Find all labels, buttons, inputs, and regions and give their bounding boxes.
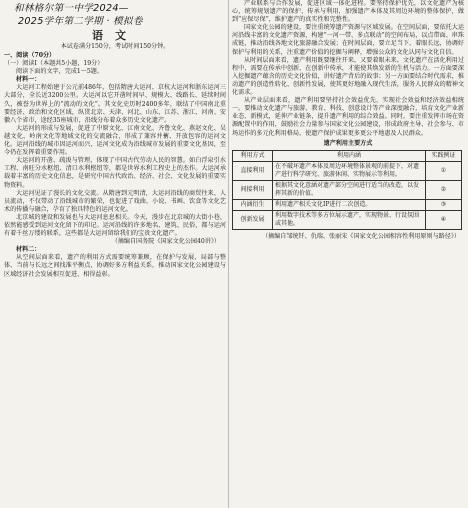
table-cell-example: ④ <box>426 210 462 229</box>
table-header-cell: 利用内涵 <box>273 150 426 161</box>
table-header-row <box>233 150 462 161</box>
subsection-title: （一）阅读Ⅰ（本题共5小题，19分） <box>4 60 104 68</box>
material1-paragraph: 大运河的开凿、疏浚与管理，体现了中国古代劳动人民的智慧。如白浮泉引水工程、南旺分水枢纽、清口水利枢纽等，都是世界水利工程史上的杰作。大运河承载着丰富的历史文化信息，是研究中国古代政治、经济、社会、文化发展的重要实物资料。 <box>4 157 226 189</box>
right-column <box>232 0 464 241</box>
table-cell-example: ② <box>426 180 462 199</box>
table-row <box>233 199 462 210</box>
table-cell-content: 根据其文化意涵对遗产部分空间进行适当的改造，以发挥其新的价值。 <box>273 180 426 199</box>
table-row <box>233 161 462 180</box>
column-divider <box>228 0 229 508</box>
table-header-cell: 利用方式 <box>233 150 273 161</box>
reading-instruction: 阅读下面的文字，完成1～5题。 <box>16 68 103 76</box>
material2-label: 材料二： <box>16 246 41 254</box>
table-cell-content: 利用遗产相关文化IP进行二次创造。 <box>273 199 426 210</box>
material2-paragraph: 从空间层面来看，遗产的利用方式需要统筹兼顾，在保护与发展、局部与整体、当前与长远之间找准平衡点，协调好多方利益关系，推动国家文化公园建设与区域经济社会发展相互促进、相得益彰。 <box>4 254 226 278</box>
table-cell-method: 内涵衍生 <box>233 199 273 210</box>
table-cell-example: ① <box>426 161 462 180</box>
material2-paragraph: 产业联系与合作发展，促进区域一体化进程。要坚持保护优先，以文化遗产为核心，统筹规划遗产的保护、传承与利用，加强遗产本体及其周边环境的整体保护，做到“应保尽保”，维护遗产的真实性和完整性。 <box>232 0 464 24</box>
table-cell-content: 在不破坏遗产本体及周边环境整体景观的前提下，对遗产进行科学研究、旅游休闲、实物展示等利用。 <box>273 161 426 180</box>
material2-paragraph: 国家文化公园的建设，要注重统筹遗产资源与区域发展。在空间层面，要依托大运河沿线丰富的文化遗产资源，构建“一河一带、多点联动”的空间布局，以点带面、串珠成链，推动沿线各地文化旅游融合发展；在时间层面，要立足当下、着眼长远，协调好保护与利用的关系，注重遗产价值的挖掘与阐释，增强公众的文化认同与文化自信。 <box>232 24 464 56</box>
table-caption: 遗产利用主要方式 <box>323 139 373 147</box>
handwritten-note-line2: 2025学年第二学期 · 模拟卷 <box>18 16 143 27</box>
material1-paragraph: 大运河工程始建于公元前486年，包括隋唐大运河、京杭大运河和浙东运河三大部分，全长近3200公里。大运河以它开凿时间早、规模大、线路长、延续时间久，被誉为世界上的“流动的文化”。其文化史历时2400多年，联结了中国南北重要经济、政治和文化区域，纵贯北京、天津、河北、山东、江苏、浙江、河南、安徽八个省市，途经35座城市，沿线分布着众多历史文化遗产。 <box>4 84 226 124</box>
table-cell-example: ③ <box>426 199 462 210</box>
material1-paragraph: 大运河见证了漫长的文化交流。从隋唐到元明清，大运河沿线的商贸往来、人员流动，不仅带动了沿线城市的繁荣，也促进了戏曲、小说、书画、饮食等文化艺术的传播与融合，孕育了独具特色的运河文化。 <box>4 189 226 213</box>
subject-title: 语文 <box>92 29 138 42</box>
table-header-cell: 实践例证 <box>426 150 462 161</box>
left-column <box>4 0 226 279</box>
material1-paragraph: 北京城的建设和发展也与大运河息息相关。今天，漫步在北京城的大街小巷，依然能感受到运河文化留下的印记。运河沿线的许多地名、建筑、民俗，都与运河有着千丝万缕的联系，这些都是大运河留给我们的宝贵文化遗产。 <box>4 213 226 238</box>
exam-note: 本试卷满分150分，考试时间150分钟。 <box>60 43 170 50</box>
table-source: （摘编自邹统钎、仇瑞、张丽宋《国家文化公园相容性利用原则与路径》） <box>261 232 460 240</box>
material2-paragraph: 从时间层面来看，遗产利用既要继往开来，又要着眼未来。文化遗产在活化利用过程中，需要在传承中创新、在创新中传承，才能使其焕发新的生机与活力。一方面要深入挖掘遗产蕴含的历史文化价值，讲好遗产背后的故事；另一方面要结合时代需求，推动遗产的创造性转化、创新性发展，使其更好地融入现代生活，服务人民群众的精神文化需求。 <box>232 56 464 97</box>
material1-source: （摘编自国务院《国家文化公园40讲》） <box>111 238 220 246</box>
table-cell-method: 直接利用 <box>233 161 273 180</box>
table-cell-method: 创新发展 <box>233 210 273 229</box>
material1-label: 材料一： <box>16 76 41 84</box>
table-cell-method: 间接利用 <box>233 180 273 199</box>
section-title: 一、阅读（70分） <box>4 52 56 59</box>
table-row <box>233 210 462 229</box>
table-cell-content: 利用数字技术等多方位展示遗产，实现物景、行设氛围或其他。 <box>273 210 426 229</box>
material1-paragraph: 大运河的形成与发展，促进了中原文化、江南文化、齐鲁文化、燕赵文化、吴越文化、岭南文化等地域文化的交流融合，形成了兼容并蓄、开放包容的运河文化。运河沿线的城市因运河而兴，运河文化成为沿线城市发展的重要文化基因，至今仍在发挥着重要作用。 <box>4 124 226 157</box>
table-row <box>233 180 462 199</box>
material2-paragraph: 从产业层面来看，遗产利用要坚持社会效益优先，实现社会效益和经济效益相统一。要推动文化遗产与旅游、教育、科技、创意设计等产业深度融合，培育文化产业新业态、新模式，延伸产业链条，提升遗产利用的综合效益。同时，要注重发挥市场在资源配置中的作用，鼓励社会力量参与国家文化公园建设，形成政府主导、社会参与、市场运作的多元化利用格局，使遗产保护成果更多更公平地惠及人民群众。 <box>232 97 464 137</box>
handwritten-note-line1: 和林格尔第一中学2024— <box>14 3 129 14</box>
heritage-use-table <box>232 150 462 230</box>
